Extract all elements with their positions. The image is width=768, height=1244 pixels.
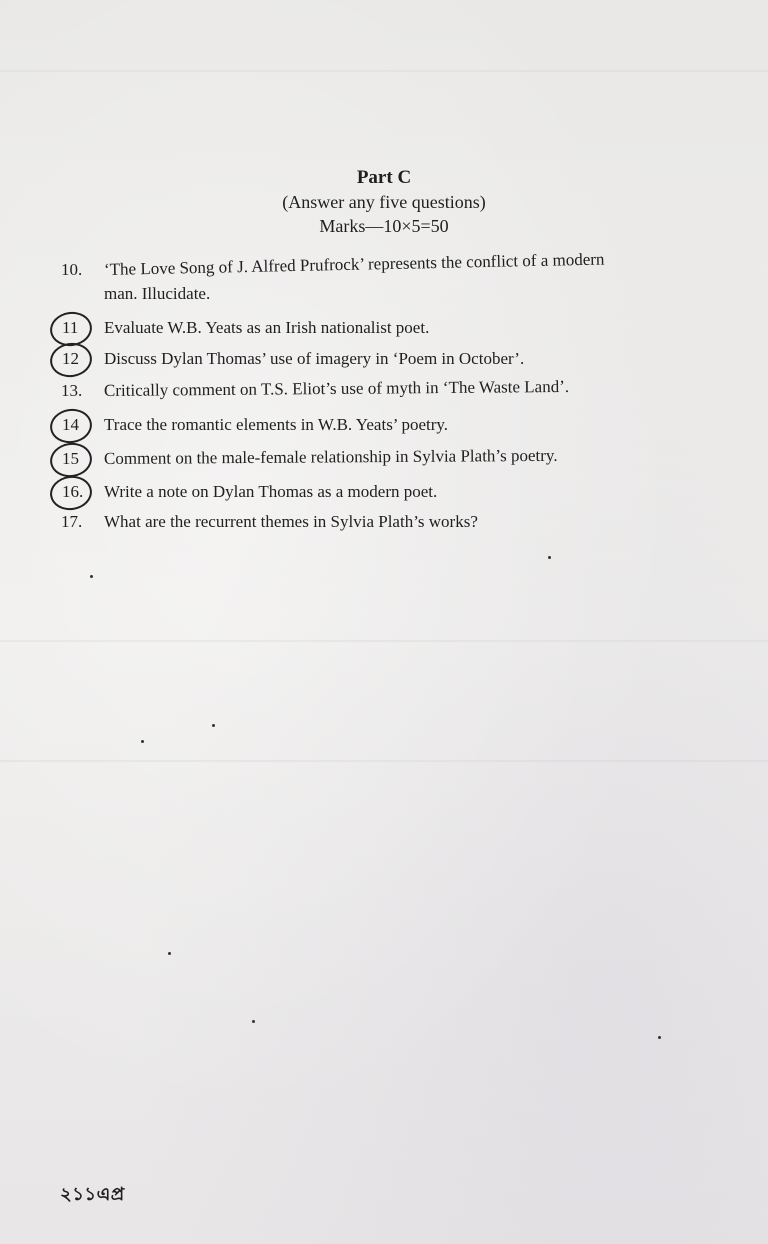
ink-speck (548, 556, 551, 559)
show-through-line (0, 760, 768, 762)
question-number (54, 258, 98, 282)
question-number (54, 480, 98, 504)
part-title: Part C (356, 167, 412, 188)
question-item (0, 480, 768, 504)
part-marks: Marks—10×5=50 (319, 216, 449, 236)
question-item (0, 347, 768, 371)
question-text: Evaluate W.B. Yeats as an Irish nationalist poet. (104, 318, 430, 337)
question-number-text: 12 (62, 349, 79, 368)
show-through-line (0, 70, 768, 72)
question-item (0, 413, 768, 437)
question-text: ‘The Love Song of J. Alfred Prufrock’ represents the conflict of a modern (103, 249, 605, 279)
part-instruction: (Answer any five questions) (282, 192, 486, 212)
question-item (0, 447, 768, 471)
question-item (0, 510, 768, 534)
question-number-text: 11 (62, 318, 79, 337)
ink-speck (252, 1020, 255, 1023)
question-number (54, 447, 98, 471)
question-item (0, 376, 768, 403)
ink-speck (141, 740, 144, 743)
question-item (0, 316, 768, 340)
question-text: What are the recurrent themes in Sylvia Plath’s works? (104, 512, 478, 531)
question-text-continued: man. Illucidate. (104, 284, 211, 303)
question-text: Trace the romantic elements in W.B. Yeats’ poetry. (104, 415, 449, 434)
question-text: Comment on the male-female relationship in Sylvia Plath’s poetry. (103, 445, 558, 468)
show-through-line (0, 640, 768, 642)
ink-speck (212, 724, 215, 727)
question-number (54, 316, 98, 340)
question-number-text: 16. (62, 482, 84, 501)
question-number (54, 379, 98, 403)
question-number-text: 15 (62, 449, 79, 468)
ink-speck (658, 1036, 661, 1039)
question-number-text: 10. (61, 260, 83, 279)
question-number (54, 510, 98, 534)
footer-code: ২১১এপ্র (60, 1184, 125, 1205)
question-text: Critically comment on T.S. Eliot’s use of myth in ‘The Waste Land’. (103, 376, 570, 400)
question-number (54, 347, 98, 371)
question-text: Discuss Dylan Thomas’ use of imagery in ‘Poem in October’. (104, 349, 525, 368)
ink-speck (168, 952, 171, 955)
question-text: Write a note on Dylan Thomas as a modern poet. (104, 482, 438, 501)
question-number (54, 413, 98, 437)
question-number-text: 14 (62, 415, 79, 434)
ink-speck (90, 575, 93, 578)
question-item (0, 249, 768, 282)
question-number-text: 17. (61, 512, 83, 531)
question-number-text: 13. (61, 381, 83, 400)
